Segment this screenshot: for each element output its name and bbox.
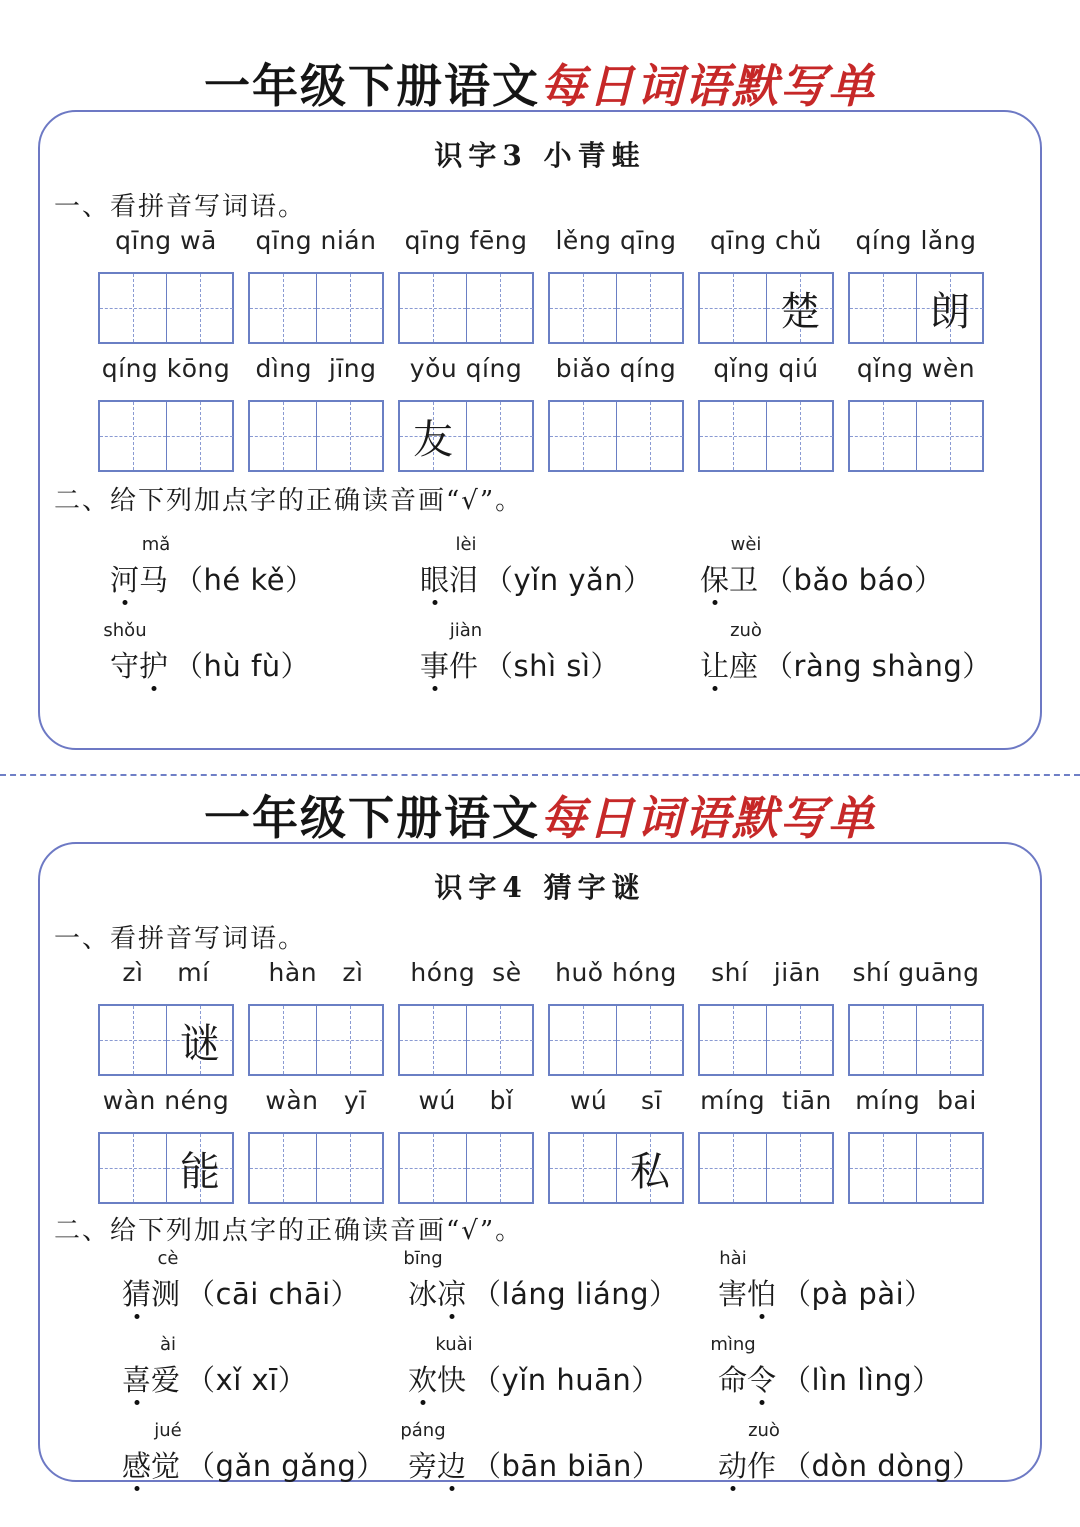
tianzige-box [848,400,984,472]
writing-square[interactable] [700,402,767,470]
writing-square[interactable] [317,402,383,470]
tianzige-box [848,1004,984,1076]
writing-square[interactable] [167,1134,233,1202]
word-cell [248,226,384,346]
pinyin-hint: páng [400,1420,446,1441]
prefilled-char [100,1134,166,1202]
pinyin-hint: jiàn [449,620,483,641]
pinyin-label: zì mí [122,958,210,987]
title-red: 每日词语默写单 [540,59,876,113]
dotted-char: 保 [700,558,729,599]
prefilled-char [250,274,316,342]
word [420,558,478,599]
word-char: 觉 [151,1449,181,1483]
word-cell [98,1086,234,1206]
writing-square[interactable] [617,1006,683,1074]
choice-line [700,644,992,685]
reading-options[interactable]: （shì sì） [484,649,620,683]
pinyin-hint: kuài [435,1334,473,1355]
word [122,1272,180,1313]
prefilled-char [917,402,983,470]
prefilled-char [550,274,616,342]
prefilled-char: 友 [413,416,453,463]
prefilled-char [317,402,383,470]
writing-square[interactable] [100,274,167,342]
prefilled-char [617,274,683,342]
prefilled-char [100,274,166,342]
word-cell [98,354,234,474]
word [408,1444,466,1485]
prefilled-char [400,274,466,342]
pinyin-label: hàn zì [268,958,364,987]
prefilled-char [467,402,533,470]
pinyin-label: dìng jīng [255,354,377,383]
choice-line [718,1444,982,1485]
word [420,644,478,685]
writing-square[interactable] [917,274,983,342]
tianzige-box [248,400,384,472]
lesson-title: 识字3 小青蛙 [434,139,646,172]
writing-square[interactable] [550,1006,617,1074]
pinyin-label: wú bǐ [418,1086,514,1115]
tianzige-box [698,1132,834,1204]
writing-square[interactable] [400,1006,467,1074]
prefilled-char [700,1006,766,1074]
tianzige-box [548,272,684,344]
pinyin-label: huǒ hóng [555,958,677,987]
section-one-heading: 一、看拼音写词语。 [54,924,307,954]
writing-row [98,1086,988,1206]
word-cell [248,1086,384,1206]
pinyin-label: qíng lǎng [855,226,977,255]
reading-options[interactable]: （pà pài） [782,1277,934,1311]
word [122,1444,180,1485]
tianzige-box [248,1132,384,1204]
word-cell [398,958,534,1078]
prefilled-char [850,1006,916,1074]
prefilled-char: 楚 [780,288,820,335]
word-cell [848,226,984,346]
word-cell [398,226,534,346]
prefilled-char [550,1006,616,1074]
pinyin-label: wàn yī [265,1086,367,1115]
writing-square[interactable] [317,274,383,342]
tianzige-box [548,1132,684,1204]
section-two-heading: 二、给下列加点字的正确读音画“√”。 [54,1216,524,1246]
prefilled-char: 私 [630,1148,670,1195]
prefilled-char [400,1134,466,1202]
word-char: 命 [718,1363,748,1397]
writing-square[interactable] [617,274,683,342]
word-cell [98,226,234,346]
reading-options[interactable]: （dòn dòng） [782,1449,982,1483]
word [408,1272,466,1313]
pinyin-hint: ài [159,1334,177,1355]
writing-square[interactable] [550,1134,617,1202]
prefilled-char [917,1134,983,1202]
writing-square[interactable] [250,274,317,342]
word-char: 作 [747,1449,777,1483]
prefilled-char [467,274,533,342]
word [122,1358,180,1399]
reading-options[interactable]: （bān biān） [472,1449,662,1483]
word-cell [548,226,684,346]
writing-square[interactable] [100,402,167,470]
prefilled-char [850,1134,916,1202]
word-cell [398,354,534,474]
prefilled-char [467,1006,533,1074]
choice-line [408,1444,661,1485]
pinyin-label: shí jiān [711,958,821,987]
word-cell [848,958,984,1078]
word-char: 冰 [408,1277,438,1311]
pinyin-label: qīng fēng [404,226,528,255]
prefilled-char [100,402,166,470]
pinyin-label: lěng qīng [555,226,677,255]
section-two-heading: 二、给下列加点字的正确读音画“√”。 [54,486,524,516]
tianzige-box [398,1132,534,1204]
title-red: 每日词语默写单 [540,791,876,845]
writing-square[interactable] [317,1006,383,1074]
tianzige-box [98,1132,234,1204]
writing-row [98,226,988,346]
pinyin-hint: bīng [403,1248,443,1269]
pinyin-label: qíng kōng [101,354,231,383]
word-cell [698,958,834,1078]
pinyin-label: qīng chǔ [710,226,822,255]
prefilled-char [317,274,383,342]
writing-row [98,354,988,474]
choice-line [408,1272,679,1313]
pinyin-label: biǎo qíng [555,354,677,383]
writing-square[interactable] [850,402,917,470]
tianzige-box [548,1004,684,1076]
dotted-char: 欢 [408,1358,437,1399]
word [718,1272,776,1313]
reading-options[interactable]: （yǐn yǎn） [484,563,653,597]
writing-square[interactable] [850,274,917,342]
dotted-char: 让 [700,644,729,685]
word-char: 守 [110,649,140,683]
prefilled-char: 谜 [180,1020,220,1067]
dotted-char: 令 [747,1358,776,1399]
writing-square[interactable] [467,274,533,342]
dotted-char: 喜 [122,1358,151,1399]
prefilled-char [850,402,916,470]
dotted-char: 河 [110,558,139,599]
writing-square[interactable] [550,402,617,470]
pinyin-hint: mǎ [141,534,171,555]
pinyin-hint: mìng [710,1334,756,1355]
dotted-char: 动 [718,1444,747,1485]
word [110,558,168,599]
tianzige-box [98,1004,234,1076]
writing-square[interactable] [850,1134,917,1202]
writing-square[interactable] [100,1006,167,1074]
prefilled-char [250,402,316,470]
pinyin-hint: cè [157,1248,179,1269]
writing-row [98,958,988,1078]
writing-square[interactable] [467,1134,533,1202]
prefilled-char [400,1006,466,1074]
word-char: 测 [151,1277,181,1311]
tianzige-box [698,272,834,344]
reading-options[interactable]: （bǎo báo） [764,563,944,597]
pinyin-hint: zuò [748,1420,780,1441]
prefilled-char [250,1134,316,1202]
pinyin-label: hóng sè [410,958,522,987]
prefilled-char [550,1134,616,1202]
prefilled-char: 朗 [930,288,970,335]
pinyin-label: míng tiān [700,1086,832,1115]
writing-square[interactable] [767,1006,833,1074]
word-cell [698,226,834,346]
writing-square[interactable] [400,274,467,342]
word-cell [248,354,384,474]
pinyin-hint: wèi [730,534,762,555]
writing-square[interactable] [850,1006,917,1074]
word-cell [248,958,384,1078]
pinyin-label: qīng nián [255,226,377,255]
prefilled-char [700,402,766,470]
writing-square[interactable] [617,402,683,470]
writing-square[interactable] [917,1134,983,1202]
pinyin-label: qīng wā [115,226,217,255]
reading-options[interactable]: （yǐn huān） [472,1363,661,1397]
writing-square[interactable] [250,1134,317,1202]
tianzige-box [248,272,384,344]
section-one-heading: 一、看拼音写词语。 [54,192,307,222]
reading-options[interactable]: （ràng shàng） [764,649,992,683]
word-cell [848,354,984,474]
dotted-char: 护 [139,644,168,685]
writing-square[interactable] [400,402,467,470]
word-char: 卫 [729,563,759,597]
choice-line [420,644,620,685]
writing-square[interactable] [700,274,767,342]
word [700,558,758,599]
writing-square[interactable] [917,402,983,470]
writing-square[interactable] [767,402,833,470]
writing-square[interactable] [317,1134,383,1202]
dotted-char: 眼 [420,558,449,599]
reading-options[interactable]: （xǐ xī） [186,1363,308,1397]
writing-square[interactable] [467,402,533,470]
tianzige-box [698,400,834,472]
word-char: 快 [437,1363,467,1397]
title-black: 一年级下册语文 [204,59,540,113]
dotted-char: 边 [437,1444,466,1485]
tianzige-box [398,272,534,344]
pinyin-label: míng bai [855,1086,977,1115]
word-char: 泪 [449,563,479,597]
reading-options[interactable]: （hù fù） [174,649,311,683]
prefilled-char [317,1134,383,1202]
word-cell [98,958,234,1078]
prefilled-char [917,1006,983,1074]
tianzige-box [848,272,984,344]
writing-square[interactable] [167,402,233,470]
prefilled-char [617,1006,683,1074]
word [110,644,168,685]
word-cell [548,1086,684,1206]
tianzige-box [98,400,234,472]
prefilled-char [700,274,766,342]
word-char: 座 [729,649,759,683]
dotted-char: 感 [122,1444,151,1485]
pinyin-label: shí guāng [852,958,980,987]
title-black: 一年级下册语文 [204,791,540,845]
prefilled-char [467,1134,533,1202]
prefilled-char [617,402,683,470]
choice-line [122,1444,386,1485]
lesson-title: 识字4 猜字谜 [434,871,646,904]
worksheet-card [38,110,1042,750]
word-cell [548,958,684,1078]
writing-square[interactable] [100,1134,167,1202]
word [718,1358,776,1399]
writing-square[interactable] [767,274,833,342]
writing-square[interactable] [917,1006,983,1074]
writing-square[interactable] [700,1134,767,1202]
word-char: 马 [139,563,169,597]
choice-line [122,1358,307,1399]
pinyin-label: wú sī [569,1086,663,1115]
dotted-char: 怕 [747,1272,776,1313]
prefilled-char [767,402,833,470]
prefilled-char [767,1006,833,1074]
choice-line [718,1272,934,1313]
writing-square[interactable] [467,1006,533,1074]
word-char: 爱 [151,1363,181,1397]
pinyin-label: qǐng wèn [856,354,976,383]
reading-options[interactable]: （gǎn gǎng） [186,1449,386,1483]
word-cell [398,1086,534,1206]
word-cell [848,1086,984,1206]
tianzige-box [98,272,234,344]
pinyin-label: qǐng qiú [713,354,819,383]
pinyin-hint: jué [154,1420,182,1441]
pinyin-hint: hài [719,1248,747,1269]
prefilled-char [700,1134,766,1202]
choice-line [110,644,310,685]
writing-square[interactable] [617,1134,683,1202]
writing-square[interactable] [250,1006,317,1074]
word-cell [548,354,684,474]
writing-square[interactable] [767,1134,833,1202]
word-char: 件 [449,649,479,683]
prefilled-char [100,1006,166,1074]
choice-line [110,558,315,599]
pinyin-label: yǒu qíng [409,354,523,383]
word-char: 旁 [408,1449,438,1483]
choice-line [420,558,653,599]
pinyin-hint: zuò [730,620,762,641]
writing-square[interactable] [167,274,233,342]
writing-square[interactable] [167,1006,233,1074]
cut-line-divider [0,774,1080,776]
prefilled-char [850,274,916,342]
writing-square[interactable] [250,402,317,470]
pinyin-label: wàn néng [102,1086,230,1115]
page-title [0,782,1080,848]
prefilled-char [167,402,233,470]
reading-options[interactable]: （lìn lìng） [782,1363,942,1397]
word [718,1444,776,1485]
reading-options[interactable]: （cāi chāi） [186,1277,361,1311]
reading-options[interactable]: （láng liáng） [472,1277,679,1311]
worksheet-card [38,842,1042,1482]
pinyin-hint: lèi [455,534,477,555]
tianzige-box [848,1132,984,1204]
choice-line [700,558,944,599]
choice-line [408,1358,661,1399]
prefilled-char [317,1006,383,1074]
tianzige-box [398,400,534,472]
prefilled-char: 能 [180,1148,220,1195]
tianzige-box [248,1004,384,1076]
prefilled-char [167,274,233,342]
writing-square[interactable] [550,274,617,342]
reading-options[interactable]: （hé kě） [174,563,315,597]
word [700,644,758,685]
writing-square[interactable] [400,1134,467,1202]
choice-line [122,1272,360,1313]
page-title [0,50,1080,116]
prefilled-char [550,402,616,470]
tianzige-box [698,1004,834,1076]
dotted-char: 凉 [437,1272,466,1313]
prefilled-char [767,1134,833,1202]
word-cell [698,1086,834,1206]
pinyin-hint: shǒu [103,620,147,641]
writing-square[interactable] [700,1006,767,1074]
word-char: 害 [718,1277,748,1311]
tianzige-box [398,1004,534,1076]
word-cell [698,354,834,474]
choice-line [718,1358,942,1399]
prefilled-char [250,1006,316,1074]
tianzige-box [548,400,684,472]
dotted-char: 猜 [122,1272,151,1313]
word [408,1358,466,1399]
dotted-char: 事 [420,644,449,685]
